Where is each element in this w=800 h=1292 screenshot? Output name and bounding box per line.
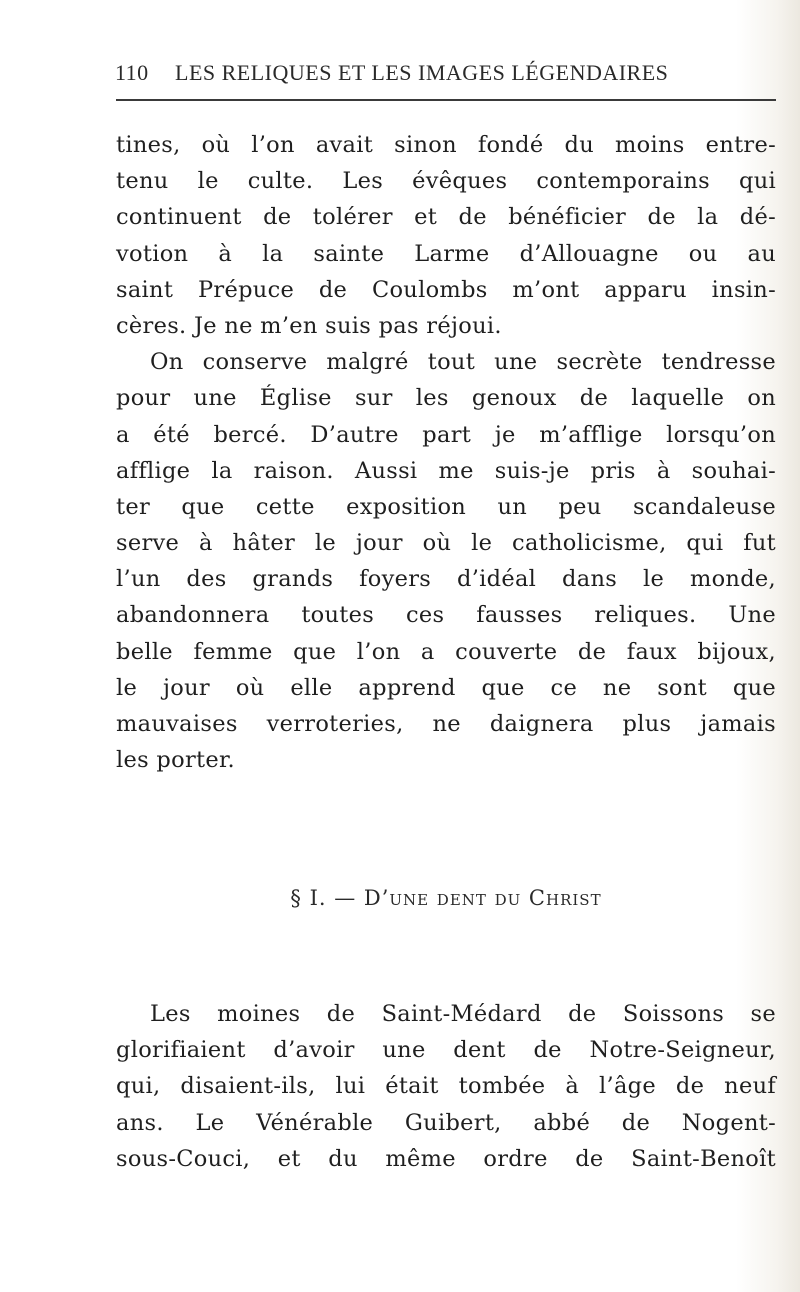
- section-heading: § I. — D’une dent du Christ: [290, 886, 602, 910]
- text-line: serve à hâter le jour où le catholicisme, qui fut: [116, 530, 776, 557]
- text-line: ter que cette exposition un peu scandaleuse: [116, 493, 776, 520]
- body-text-bottom: [116, 996, 776, 1177]
- text-line: On conserve malgré tout une secrète tendresse: [150, 349, 776, 376]
- text-line: mauvaises verroteries, ne daignera plus jamais: [116, 711, 776, 737]
- running-head: [115, 60, 775, 86]
- text-line: pour une Église sur les genoux de laquelle on: [116, 385, 776, 412]
- text-line: a été bercé. D’autre part je m’afflige lorsqu’on: [116, 421, 776, 448]
- text-line: ans. Le Vénérable Guibert, abbé de Nogent-: [116, 1109, 776, 1136]
- body-text-top: [116, 127, 776, 778]
- text-line: Les moines de Saint-Médard de Soissons se: [150, 1001, 776, 1027]
- text-line: saint Prépuce de Coulombs m’ont apparu insin-: [116, 276, 776, 303]
- text-line: afflige la raison. Aussi me suis-je pris à souhai-: [116, 457, 776, 484]
- text-line: glorifiaient d’avoir une dent de Notre-Seigneur,: [116, 1037, 776, 1064]
- text-line: votion à la sainte Larme d’Allouagne ou au: [116, 240, 776, 267]
- text-line: belle femme que l’on a couverte de faux bijoux,: [116, 638, 776, 665]
- text-line: le jour où elle apprend que ce ne sont que: [116, 674, 776, 701]
- text-line: tenu le culte. Les évêques contemporains qui: [116, 168, 776, 195]
- running-title: LES RELIQUES ET LES IMAGES LÉGENDAIRES: [175, 60, 669, 85]
- text-line: qui, disaient-ils, lui était tombée à l’âge de neuf: [116, 1073, 776, 1100]
- text-line: continuent de tolérer et de bénéficier de la dé-: [116, 204, 776, 231]
- text-line: tines, où l’on avait sinon fondé du moins entre-: [116, 132, 776, 158]
- text-line: abandonnera toutes ces fausses reliques. Une: [116, 602, 776, 629]
- text-line: l’un des grands foyers d’idéal dans le monde,: [116, 566, 776, 593]
- text-line: cères. Je ne m’en suis pas réjoui.: [116, 312, 502, 339]
- text-line: sous-Couci, et du même ordre de Saint-Benoît: [116, 1145, 776, 1172]
- header-rule: [116, 99, 776, 101]
- page-number: 110: [115, 60, 149, 85]
- text-line: les porter.: [116, 747, 236, 774]
